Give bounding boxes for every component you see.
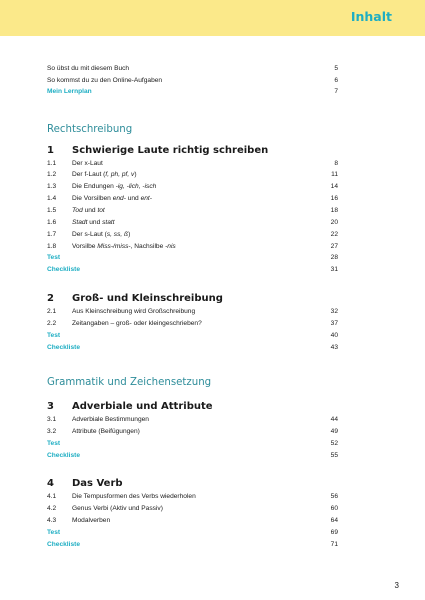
toc-entry-title: Adverbiale Bestimmungen [72, 416, 149, 423]
toc-entry-page: 28 [330, 254, 338, 261]
toc-entry-title: Attribute (Beifügungen) [72, 428, 140, 435]
toc-entry-page: 11 [331, 171, 338, 178]
toc-entry[interactable] [47, 193, 338, 204]
toc-entry-page: 43 [330, 344, 338, 351]
toc-entry-page: 49 [330, 428, 338, 435]
toc-entry-number: 1.4 [47, 195, 57, 202]
toc-entry-page: 22 [330, 231, 338, 238]
toc-entry-number: 1.2 [47, 171, 57, 178]
toc-entry-test[interactable] [47, 527, 338, 538]
toc-entry-number: 4.1 [47, 493, 57, 500]
toc-entry-lernplan[interactable] [47, 86, 338, 97]
toc-entry-title: Zeitangaben – groß- oder kleingeschrieben? [72, 320, 202, 327]
toc-entry-title: Test [47, 440, 61, 447]
toc-entry-title: Die Tempusformen des Verbs wiederholen [72, 493, 196, 500]
toc-entry-page: 16 [330, 195, 338, 202]
toc-entry-number: 1.3 [47, 183, 57, 190]
toc-entry-number: 1.8 [47, 243, 57, 250]
toc-entry-title: Der f-Laut (f, ph, pf, v) [72, 171, 137, 178]
toc-entry-number: 1.1 [47, 160, 57, 167]
page-number: 3 [394, 581, 399, 590]
toc-entry-title: Vorsilbe Miss-/miss-, Nachsilbe -nis [72, 243, 176, 250]
toc-entry-page: 18 [330, 207, 338, 214]
chapter-number: 4 [47, 478, 54, 489]
toc-entry[interactable] [47, 426, 338, 437]
toc-entry-page: 14 [330, 183, 338, 190]
toc-entry-page: 44 [330, 416, 338, 423]
toc-entry-title: Die Endungen -ig, -lich, -isch [72, 183, 157, 190]
toc-entry-title: Tod und tot [72, 207, 105, 214]
chapter-number: 3 [47, 401, 54, 412]
toc-entry-test[interactable] [47, 330, 338, 341]
toc-entry-page: 37 [330, 320, 338, 327]
toc-entry-page: 69 [330, 529, 338, 536]
chapter-heading[interactable] [47, 477, 338, 491]
toc-entry-page: 27 [330, 243, 338, 250]
toc-entry[interactable] [47, 169, 338, 180]
toc-entry-page: 64 [330, 517, 338, 524]
toc-entry-title: Checkliste [47, 266, 80, 273]
toc-entry[interactable] [47, 75, 338, 86]
toc-entry-title: Test [47, 254, 61, 261]
chapter-title: Groß- und Kleinschreibung [72, 293, 223, 304]
toc-entry-page: 6 [334, 77, 338, 84]
toc-entry-title: Checkliste [47, 541, 80, 548]
toc-entry-number: 3.2 [47, 428, 57, 435]
toc-entry[interactable] [47, 181, 338, 192]
toc-entry-number: 1.5 [47, 207, 57, 214]
toc-entry-page: 31 [330, 266, 338, 273]
toc-entry[interactable] [47, 515, 338, 526]
toc-entry-title: Aus Kleinschreibung wird Großschreibung [72, 308, 196, 315]
toc-entry-number: 2.1 [47, 308, 57, 315]
toc-entry-title: Genus Verbi (Aktiv und Passiv) [72, 505, 163, 512]
toc-entry-test[interactable] [47, 252, 338, 263]
chapter-title: Das Verb [72, 478, 123, 489]
toc-entry[interactable] [47, 503, 338, 514]
toc-entry-title: Test [47, 529, 61, 536]
toc-entry-test[interactable] [47, 438, 338, 449]
toc-entry-title: Mein Lernplan [47, 88, 92, 95]
toc-entry[interactable] [47, 414, 338, 425]
toc-entry-number: 4.2 [47, 505, 57, 512]
toc-entry-title: So übst du mit diesem Buch [47, 65, 130, 72]
toc-entry-title: Checkliste [47, 344, 80, 351]
toc-entry-checklist[interactable] [47, 450, 338, 461]
toc-entry-number: 2.2 [47, 320, 57, 327]
toc-entry[interactable] [47, 229, 338, 240]
toc-entry-page: 56 [330, 493, 338, 500]
toc-entry-title: Test [47, 332, 61, 339]
toc-entry[interactable] [47, 158, 338, 169]
toc-entry-title: Der s-Laut (s, ss, ß) [72, 231, 131, 238]
toc-entry-page: 32 [330, 308, 338, 315]
toc-entry-title: Die Vorsilben end- und ent- [72, 195, 152, 202]
toc-entry-page: 40 [330, 332, 338, 339]
toc-entry-checklist[interactable] [47, 342, 338, 353]
chapter-number: 2 [47, 293, 54, 304]
toc-entry-page: 55 [330, 452, 338, 459]
toc-entry-title: Der x-Laut [72, 160, 103, 167]
toc-entry-checklist[interactable] [47, 264, 338, 275]
toc-entry[interactable] [47, 318, 338, 329]
page-title: Inhalt [350, 9, 392, 24]
toc-entry[interactable] [47, 217, 338, 228]
toc-entry[interactable] [47, 306, 338, 317]
toc-entry-checklist[interactable] [47, 539, 338, 550]
toc-entry[interactable] [47, 491, 338, 502]
toc-entry-number: 4.3 [47, 517, 57, 524]
toc-entry-number: 3.1 [47, 416, 57, 423]
chapter-number: 1 [47, 145, 54, 156]
toc-entry[interactable] [47, 63, 338, 74]
toc-entry-number: 1.7 [47, 231, 57, 238]
toc-entry[interactable] [47, 241, 338, 252]
toc-entry-page: 7 [334, 88, 338, 95]
chapter-heading[interactable] [47, 292, 338, 306]
toc-entry-title: Checkliste [47, 452, 80, 459]
toc-entry-number: 1.6 [47, 219, 57, 226]
toc-entry-page: 71 [330, 541, 338, 548]
chapter-heading[interactable] [47, 144, 338, 158]
toc-entry-title: Modalverben [72, 517, 111, 524]
section-title: Rechtschreibung [47, 124, 133, 135]
toc-entry-page: 60 [330, 505, 338, 512]
toc-entry-title: Stadt und statt [72, 219, 115, 226]
toc-entry-title: So kommst du zu den Online-Aufgaben [47, 77, 163, 84]
chapter-title: Adverbiale und Attribute [72, 401, 213, 412]
toc-entry-page: 5 [334, 65, 338, 72]
toc-entry[interactable] [47, 205, 338, 216]
toc-entry-page: 8 [334, 160, 338, 167]
section-title: Grammatik und Zeichensetzung [47, 377, 212, 388]
chapter-heading[interactable] [47, 400, 338, 414]
chapter-title: Schwierige Laute richtig schreiben [72, 145, 269, 156]
toc-entry-page: 52 [330, 440, 338, 447]
toc-entry-page: 20 [330, 219, 338, 226]
